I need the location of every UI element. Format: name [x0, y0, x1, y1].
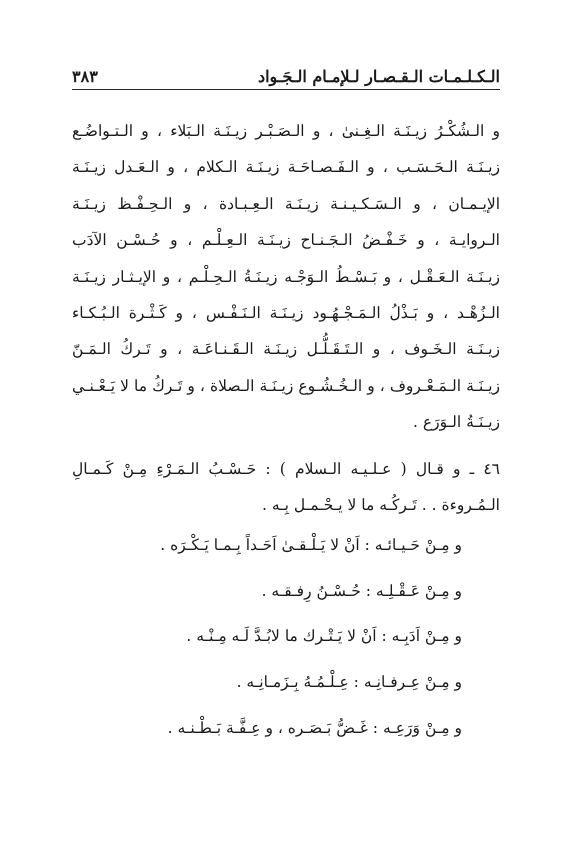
- text-line: زيـنَـةُ الـوَرَع .: [413, 413, 500, 432]
- text-line: زيـنَـة الـخَـوف ، و الـتَـقَـلُّـل زيـنَـة الـقَـنـاعَـة ، و تَـركُ الـمَـنّ: [72, 340, 500, 359]
- text-line: زيـنَـة الـعَـقْـل ، و بَـسْـطُ الـوَجْـه زيـنَـةُ الـحِـلْـم ، و الإيـثـار زيـنَـة: [72, 267, 500, 286]
- text-line: ٤٦ ـ و قـال ( عـلـيـه الـسلام ) : حَـسْـبُ الـمَـرْءِ مِـنْ كَـمـالِ: [72, 459, 500, 478]
- list-item: و مِـنْ وَرَعِـه : غَـضُّ بَـصَـره ، و عِـفَّـة بَـطْـنـه .: [167, 718, 462, 737]
- text-line: زيـنَـة الـمَـعْـروف ، و الـخُـشُـوع زيـنَـة الـصلاة ، و تَـركُ ما لا يَـعْـنـي: [72, 376, 500, 395]
- text-line: و الـشُكْـرُ زيـنَـة الـغِـنىٰ ، و الـصَـبْـر زيـنَـة الـبَلاء ، و الـتـواضُـع: [72, 122, 500, 140]
- running-header: [72, 58, 500, 86]
- text-line: الـزُهْـد ، و بَـذْلُ الـمَـجْـهُـود زيـنَـة الـنَـفْـس ، و كَـثْـرة الـبُـكـاء: [72, 303, 500, 322]
- running-title: الـكـلـمـات الـقـصـار لـلإمـام الـجَـواد: [257, 67, 500, 86]
- paragraph-adornments: [72, 113, 500, 441]
- page-body: [72, 113, 500, 751]
- text-line: زيـنَـة الـحَـسَـب ، و الـفَـصـاحَـة زيـنَـة الـكلام ، و الـعَـدل زيـنَـة: [72, 158, 500, 177]
- list-item: و مِـنْ حَـيـائـه : اَنْ لا يَـلْـقـىٰ اَحَـداً بِـمـا يَـكْـرَه .: [160, 536, 462, 555]
- virtues-list: [72, 523, 462, 751]
- text-line: الـمُـروءة . . تَـركُـه ما لا يـحْـمـل بِـه .: [261, 495, 500, 514]
- list-item: و مِـنْ عَـقْـلِـه : حُـسْـنُ رِفـقـه .: [261, 581, 462, 600]
- saying-46: [72, 451, 500, 524]
- text-line: الإيـمـان ، و الـسَـكـيـنـة زيـنَـة الـعِـبـادة ، و الـحِـفْـظ زيـنَـة: [72, 194, 500, 213]
- text-line: الـروايـة ، و خَـفْـضُ الـجَـنـاح زيـنَـة الـعِـلْـم ، و حُـسْـن الآدَب: [72, 231, 500, 250]
- list-item: و مِـنْ عِـرفـانِـه : عِـلْـمُـهُ بِـزَمـانِـه .: [236, 673, 462, 692]
- page-number: ٣٨٣: [72, 67, 98, 86]
- header-rule: [72, 89, 500, 90]
- list-item: و مِـنْ اَدَبِـه : اَنْ لا يَـتْـرك ما لابُـدَّ لَـه مِـنْـه .: [186, 627, 462, 646]
